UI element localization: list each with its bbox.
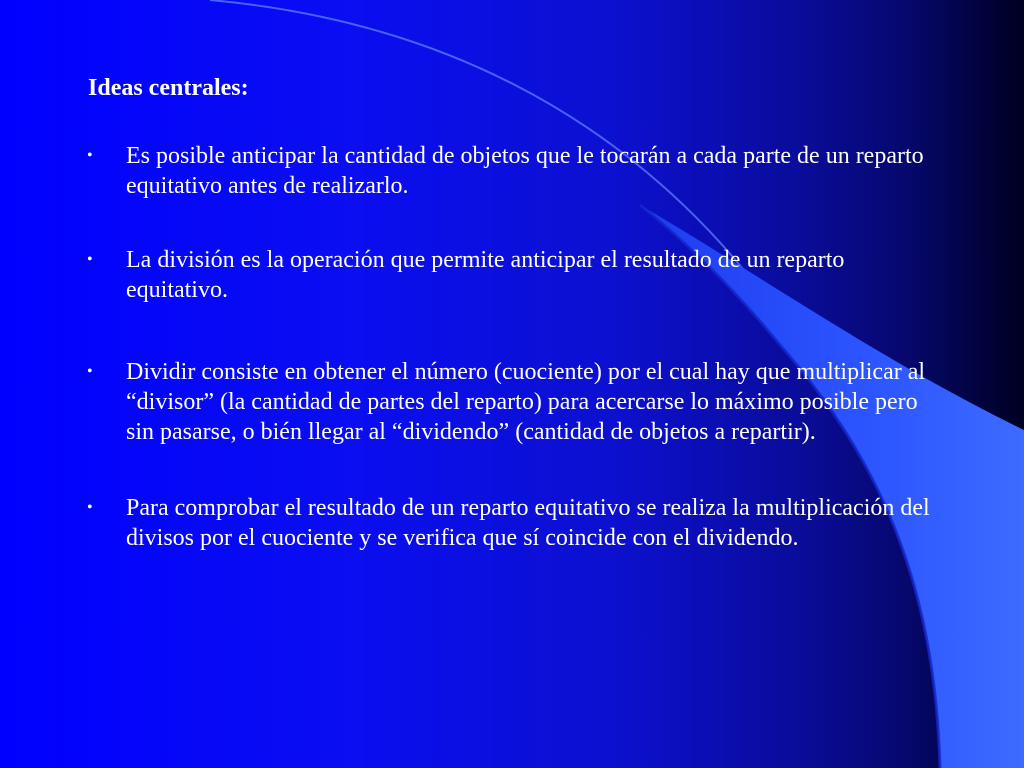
bullet-text: Dividir consiste en obtener el número (cuociente) por el cual hay que multiplicar al “divisor” (la cantidad de partes del reparto) para acercarse lo máximo posible pero sin pasarse, o bién llegar al “dividendo” (cantidad de objetos a repartir). — [126, 359, 926, 445]
bullet-icon: • — [87, 499, 93, 516]
bullet-item — [88, 493, 948, 553]
bullet-item — [88, 245, 948, 305]
bullet-icon: • — [87, 147, 93, 164]
bullet-text: La división es la operación que permite anticipar el resultado de un reparto equitativo. — [126, 247, 845, 303]
bullet-item — [88, 357, 948, 447]
bullet-item — [88, 141, 948, 201]
bullet-icon: • — [87, 251, 93, 268]
slide-title: Ideas centrales: — [88, 75, 249, 101]
slide-content — [88, 73, 948, 597]
bullet-icon: • — [87, 363, 93, 380]
bullet-text: Para comprobar el resultado de un reparto equitativo se realiza la multiplicación del divisos por el cuociente y se verifica que sí coincide con el dividendo. — [126, 495, 930, 551]
bullet-list — [88, 141, 948, 553]
bullet-text: Es posible anticipar la cantidad de objetos que le tocarán a cada parte de un reparto equitativo antes de realizarlo. — [126, 143, 924, 199]
